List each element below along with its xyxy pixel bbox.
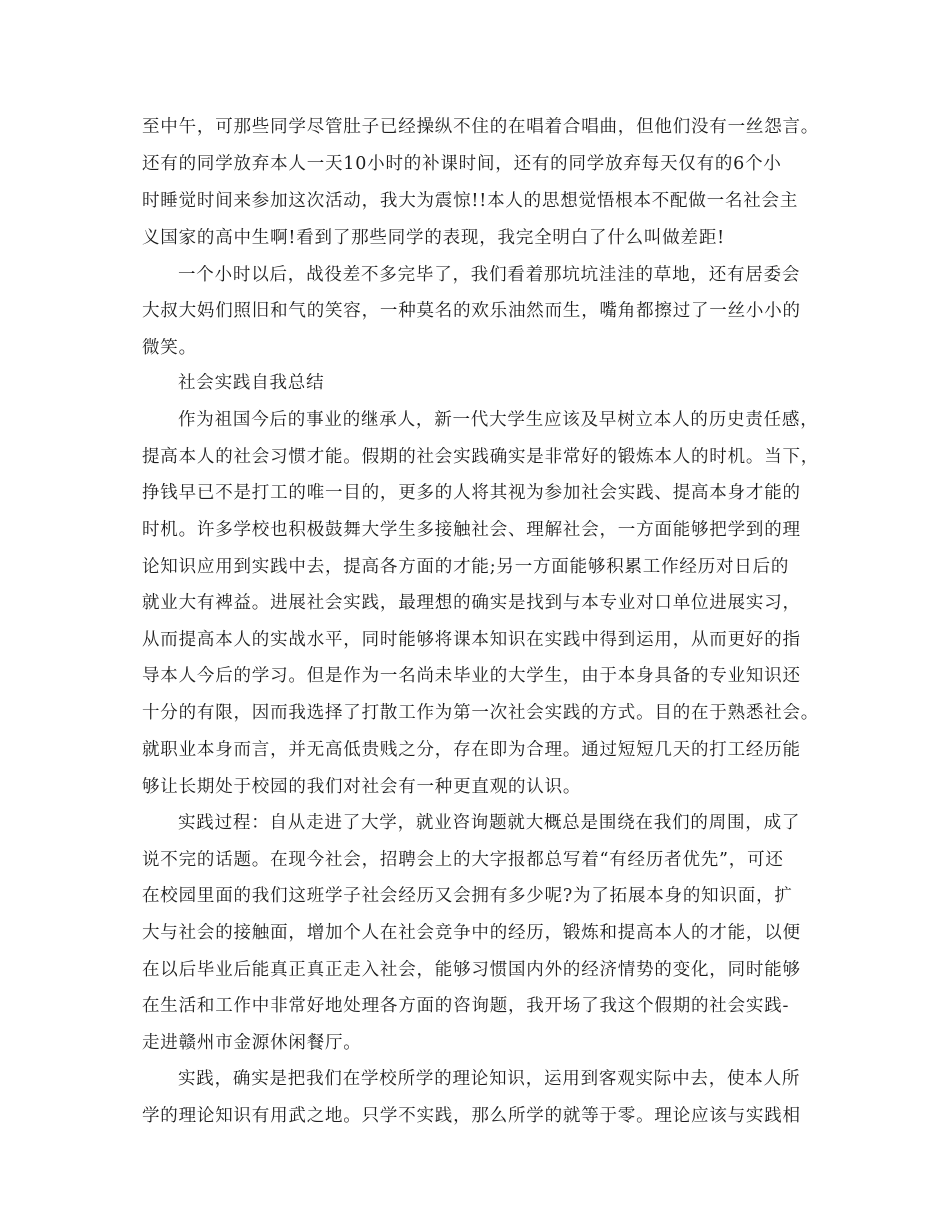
text-line: 至中午，可那些同学尽管肚子已经操纵不住的在唱着合唱曲，但他们没有一丝怨言。 (142, 117, 820, 137)
text-line: 实践，确实是把我们在学校所学的理论知识，运用到客观实际中去，使本人所 (178, 1069, 801, 1089)
text-line: 大与社会的接触面，增加个人在社会竞争中的经历，锻炼和提高本人的才能，以便 (142, 923, 801, 943)
text-line: 说不完的话题。在现今社会，招聘会上的大字报都总写着“有经历者优先”，可还 (142, 850, 784, 870)
text-line: 在以后毕业后能真正真正走入社会，能够习惯国内外的经济情势的变化，同时能够 (142, 960, 801, 980)
text-line: 微笑。 (142, 338, 197, 358)
text-line: 在生活和工作中非常好地处理各方面的咨询题，我开场了我这个假期的社会实践- (142, 996, 790, 1016)
section-heading: 社会实践自我总结 (178, 373, 325, 393)
text-line: 一个小时以后，战役差不多完毕了，我们看着那坑坑洼洼的草地，还有居委会 (178, 265, 801, 285)
text-line: 导本人今后的学习。但是作为一名尚未毕业的大学生，由于本身具备的专业知识还 (142, 666, 801, 686)
text-line: 够让长期处于校园的我们对社会有一种更直观的认识。 (142, 777, 582, 797)
text-line: 提高本人的社会习惯才能。假期的社会实践确实是非常好的锻炼本人的时机。当下， (142, 447, 820, 467)
text-line: 学的理论知识有用武之地。只学不实践，那么所学的就等于零。理论应该与实践相 (142, 1106, 801, 1126)
text-line: 大叔大妈们照旧和气的笑容，一种莫名的欢乐油然而生，嘴角都擦过了一丝小小的 (142, 301, 801, 321)
text-line: 时睡觉时间来参加这次活动，我大为震惊!!本人的思想觉悟根本不配做一名社会主 (142, 191, 799, 211)
text-line: 作为祖国今后的事业的继承人，新一代大学生应该及早树立本人的历史责任感， (178, 410, 819, 430)
text-line: 实践过程：自从走进了大学，就业咨询题就大概总是围绕在我们的周围，成了 (178, 813, 801, 833)
text-line: 就职业本身而言，并无高低贵贱之分，存在即为合理。通过短短几天的打工经历能 (142, 740, 801, 760)
text-line: 论知识应用到实践中去，提高各方面的才能;另一方面能够积累工作经历对日后的 (142, 557, 790, 577)
text-line: 还有的同学放弃本人一天10小时的补课时间，还有的同学放弃每天仅有的6个小 (142, 154, 782, 174)
text-line: 从而提高本人的实战水平，同时能够将课本知识在实践中得到运用，从而更好的指 (142, 630, 801, 650)
text-line: 在校园里面的我们这班学子社会经历又会拥有多少呢?为了拓展本身的知识面，扩 (142, 886, 793, 906)
text-line: 就业大有裨益。进展社会实践，最理想的确实是找到与本专业对口单位进展实习， (142, 593, 801, 613)
text-line: 义国家的高中生啊!看到了那些同学的表现，我完全明白了什么叫做差距! (142, 228, 725, 248)
text-line: 走进赣州市金源休闲餐厅。 (142, 1033, 362, 1053)
text-line: 十分的有限，因而我选择了打散工作为第一次社会实践的方式。目的在于熟悉社会。 (142, 703, 820, 723)
text-line: 挣钱早已不是打工的唯一目的，更多的人将其视为参加社会实践、提高本身才能的 (142, 483, 801, 503)
text-line: 时机。许多学校也积极鼓舞大学生多接触社会、理解社会，一方面能够把学到的理 (142, 520, 801, 540)
